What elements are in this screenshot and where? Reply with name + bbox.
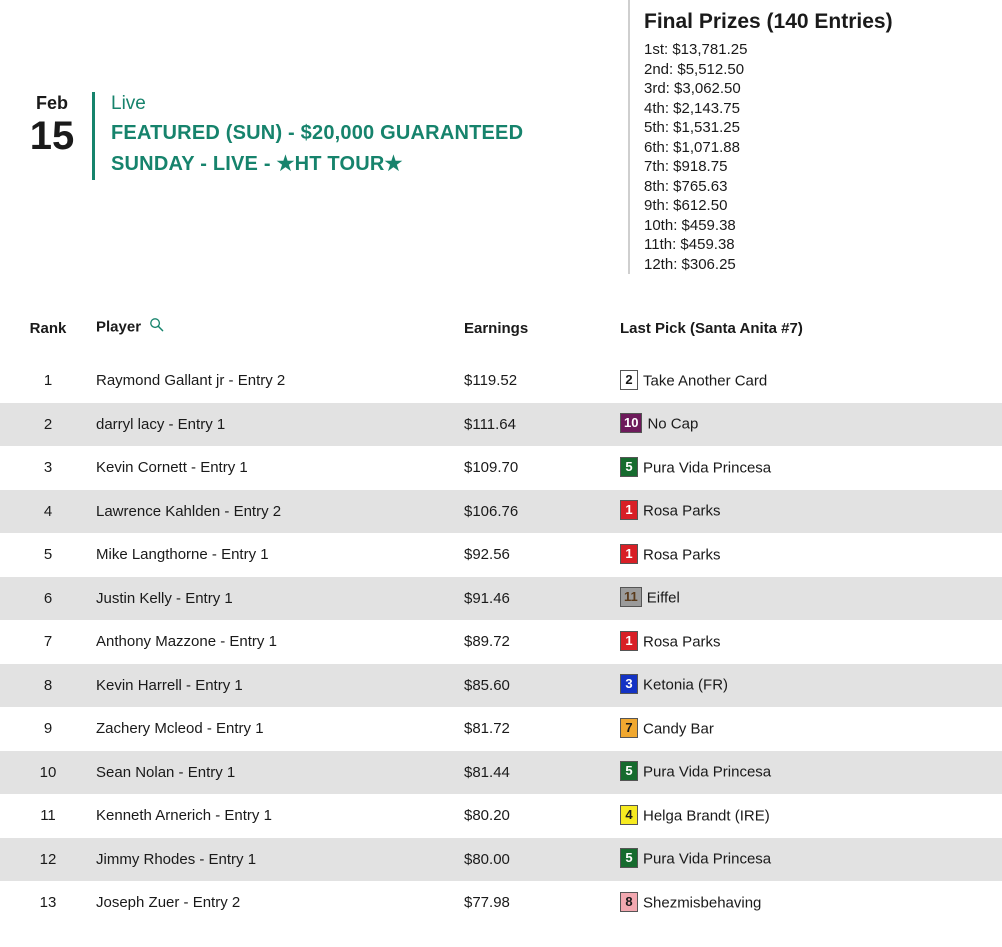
- pick-horse-name: Pura Vida Princesa: [643, 459, 772, 477]
- table-row[interactable]: [0, 620, 1002, 664]
- cell-earnings: $77.98: [464, 894, 510, 912]
- cell-player[interactable]: Kevin Cornett - Entry 1: [96, 459, 248, 477]
- saddle-cloth-number: 10: [620, 413, 642, 433]
- saddle-cloth-number: 1: [620, 631, 638, 651]
- saddle-cloth-number: 2: [620, 370, 638, 390]
- saddle-cloth-number: 5: [620, 457, 638, 477]
- event-title-block: [92, 92, 523, 180]
- cell-player[interactable]: Sean Nolan - Entry 1: [96, 763, 236, 781]
- cell-rank: 11: [40, 807, 56, 825]
- column-header-last-pick: Last Pick (Santa Anita #7): [620, 320, 803, 337]
- cell-last-pick: [620, 446, 1002, 490]
- table-row[interactable]: [0, 707, 1002, 751]
- cell-earnings: $92.56: [464, 546, 510, 564]
- pick-horse-name: Pura Vida Princesa: [643, 763, 772, 781]
- cell-last-pick: [620, 751, 1002, 795]
- leaderboard-table: [0, 318, 1002, 925]
- leaderboard-table-wrapper: [0, 318, 1002, 925]
- prize-row: 3rd: $3,062.50: [644, 80, 741, 97]
- table-row[interactable]: [0, 664, 1002, 708]
- pick-horse-name: Helga Brandt (IRE): [643, 807, 770, 825]
- cell-player[interactable]: Kenneth Arnerich - Entry 1: [96, 807, 272, 825]
- prize-row: 10th: $459.38: [644, 216, 736, 234]
- cell-earnings: $85.60: [464, 676, 510, 694]
- event-date-day: 15: [29, 114, 75, 158]
- event-date: [18, 92, 86, 156]
- prize-row: 5th: $1,531.25: [644, 119, 740, 136]
- cell-earnings: $119.52: [464, 372, 518, 390]
- cell-player[interactable]: Zachery Mcleod - Entry 1: [96, 720, 264, 738]
- cell-rank: 8: [43, 676, 53, 694]
- final-prizes-panel: [628, 0, 893, 274]
- table-row[interactable]: [0, 881, 1002, 925]
- cell-last-pick: [620, 838, 1002, 882]
- saddle-cloth-number: 8: [620, 892, 638, 912]
- table-row[interactable]: [0, 751, 1002, 795]
- cell-last-pick: [620, 359, 1002, 403]
- final-prizes-title: Final Prizes (140 Entries): [644, 10, 893, 33]
- cell-rank: 9: [43, 720, 53, 738]
- pick-horse-name: Shezmisbehaving: [643, 894, 762, 912]
- event-title-line2: SUNDAY - LIVE - ★HT TOUR★: [111, 153, 403, 175]
- cell-player[interactable]: Mike Langthorne - Entry 1: [96, 546, 269, 564]
- pick-horse-name: Candy Bar: [643, 720, 714, 738]
- column-header-player: [96, 318, 464, 359]
- pick-horse-name: Rosa Parks: [643, 502, 721, 520]
- table-row[interactable]: [0, 359, 1002, 403]
- cell-last-pick: [620, 620, 1002, 664]
- event-title-line1: FEATURED (SUN) - $20,000 GUARANTEED: [111, 122, 524, 144]
- cell-earnings: $80.20: [464, 807, 510, 825]
- cell-player[interactable]: Jimmy Rhodes - Entry 1: [96, 850, 257, 868]
- saddle-cloth-number: 1: [620, 500, 638, 520]
- column-header-player-label: Player: [96, 318, 142, 336]
- cell-last-pick: [620, 664, 1002, 708]
- cell-player[interactable]: Joseph Zuer - Entry 2: [96, 894, 241, 912]
- table-row[interactable]: [0, 838, 1002, 882]
- cell-rank: 13: [39, 894, 57, 912]
- page-header: [0, 0, 1002, 274]
- cell-earnings: $80.00: [464, 850, 510, 868]
- event-summary: [0, 0, 620, 180]
- cell-player[interactable]: Anthony Mazzone - Entry 1: [96, 633, 277, 651]
- pick-horse-name: Pura Vida Princesa: [643, 850, 772, 868]
- cell-last-pick: [620, 881, 1002, 925]
- prize-row: 8th: $765.63: [644, 177, 728, 195]
- cell-rank: 3: [43, 459, 53, 477]
- cell-earnings: $106.76: [464, 502, 519, 520]
- cell-rank: 7: [43, 633, 53, 651]
- prize-row: 1st: $13,781.25: [644, 41, 748, 58]
- cell-rank: 1: [43, 372, 53, 390]
- prize-row: 9th: $612.50: [644, 197, 728, 214]
- cell-rank: 10: [39, 763, 57, 781]
- cell-player[interactable]: Raymond Gallant jr - Entry 2: [96, 372, 286, 390]
- cell-earnings: $111.64: [464, 415, 516, 433]
- cell-rank: 6: [43, 589, 53, 607]
- cell-rank: 12: [39, 850, 57, 868]
- cell-last-pick: [620, 707, 1002, 751]
- saddle-cloth-number: 5: [620, 761, 638, 781]
- table-row[interactable]: [0, 446, 1002, 490]
- pick-horse-name: Ketonia (FR): [643, 676, 729, 694]
- prize-row: 4th: $2,143.75: [644, 99, 740, 117]
- pick-horse-name: Rosa Parks: [643, 633, 721, 651]
- pick-horse-name: Take Another Card: [643, 372, 768, 390]
- saddle-cloth-number: 11: [620, 587, 642, 607]
- prize-row: 2nd: $5,512.50: [644, 60, 745, 78]
- cell-player[interactable]: Kevin Harrell - Entry 1: [96, 676, 243, 694]
- cell-last-pick: [620, 794, 1002, 838]
- saddle-cloth-number: 7: [620, 718, 638, 738]
- saddle-cloth-number: 4: [620, 805, 638, 825]
- column-header-earnings: Earnings: [464, 320, 529, 337]
- table-row[interactable]: [0, 403, 1002, 447]
- prize-row: 12th: $306.25: [644, 255, 736, 273]
- cell-player[interactable]: Justin Kelly - Entry 1: [96, 589, 233, 607]
- cell-earnings: $81.72: [464, 720, 510, 738]
- cell-player[interactable]: darryl lacy - Entry 1: [96, 415, 226, 433]
- pick-horse-name: Rosa Parks: [643, 546, 721, 564]
- prize-row: 6th: $1,071.88: [644, 138, 740, 156]
- event-date-month: Feb: [35, 93, 68, 113]
- cell-player[interactable]: Lawrence Kahlden - Entry 2: [96, 502, 282, 520]
- cell-rank: 5: [43, 546, 53, 564]
- cell-earnings: $109.70: [464, 459, 519, 477]
- saddle-cloth-number: 3: [620, 674, 638, 694]
- pick-horse-name: Eiffel: [646, 589, 680, 607]
- cell-last-pick: [620, 403, 1002, 447]
- cell-last-pick: [620, 577, 1002, 621]
- pick-horse-name: No Cap: [647, 415, 699, 433]
- table-row[interactable]: [0, 577, 1002, 621]
- cell-rank: 2: [43, 415, 53, 433]
- table-row[interactable]: [0, 533, 1002, 577]
- event-status-label: Live: [111, 93, 146, 114]
- cell-last-pick: [620, 533, 1002, 577]
- leaderboard-header-row: [0, 318, 1002, 359]
- cell-earnings: $91.46: [464, 589, 510, 607]
- leaderboard-body: [0, 359, 1002, 925]
- prize-row: 11th: $459.38: [644, 236, 735, 253]
- saddle-cloth-number: 1: [620, 544, 638, 564]
- cell-earnings: $81.44: [464, 763, 510, 781]
- column-header-rank: Rank: [29, 320, 67, 337]
- table-row[interactable]: [0, 794, 1002, 838]
- saddle-cloth-number: 5: [620, 848, 638, 868]
- cell-rank: 4: [43, 502, 53, 520]
- search-icon[interactable]: [149, 317, 164, 336]
- prize-row: 7th: $918.75: [644, 158, 728, 175]
- table-row[interactable]: [0, 490, 1002, 534]
- cell-earnings: $89.72: [464, 633, 510, 651]
- cell-last-pick: [620, 490, 1002, 534]
